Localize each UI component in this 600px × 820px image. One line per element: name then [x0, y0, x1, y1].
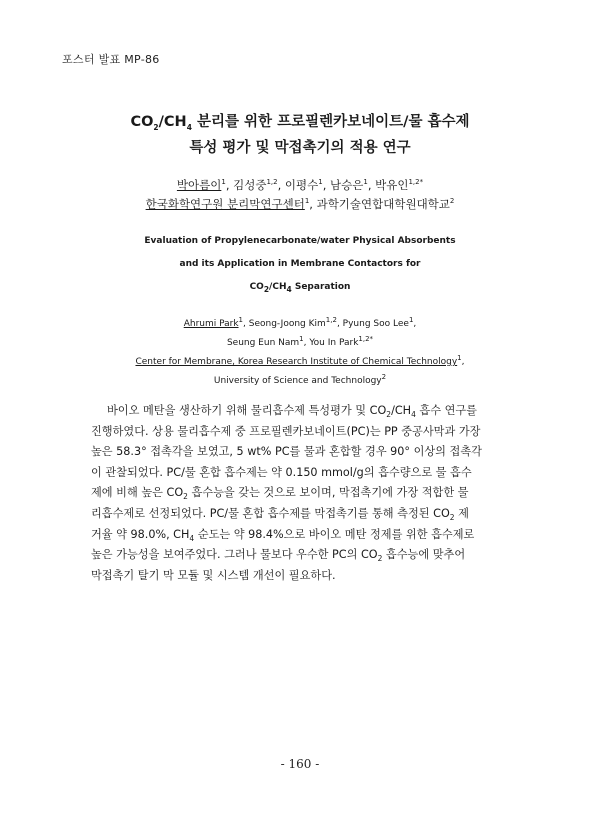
abstract-line: 높은 가능성을 보여주었다. 그러나 물보다 우수한 PC의 $CO_2$ 흡수능에 맞추어 [91, 548, 466, 564]
korean-authors [0, 176, 600, 214]
poster-session-label: 포스터 발표 MP-86 [62, 53, 160, 66]
abstract-line: 막접촉기 탈기 막 모듈 및 시스템 개선이 필요하다. [91, 568, 336, 582]
korean-title [0, 109, 600, 161]
english-affiliation-1: Center for Membrane, Korea Research Institute of Chemical Technology$^1$, [135, 354, 465, 367]
abstract-line: 거율 약 98.0%, $CH_4$ 순도는 약 98.4%으로 바이오 메탄 정제를 위한 흡수제로 [91, 527, 475, 543]
english-title-line-3: $CO_2/CH_4$ Separation [249, 282, 351, 294]
page-number: - 160 - [280, 757, 320, 771]
abstract-body [91, 401, 509, 586]
english-affiliation-2: University of Science and Technology$^2$ [213, 373, 387, 386]
korean-author-list: 박아름이$^1$, 김성중$^{1,2}$, 이평수$^1$, 남승은$^1$, 박유인$^{1,2*}$ [176, 178, 424, 192]
korean-affiliations: 한국화학연구원 분리막연구센터$^1$, 과학기술연합대학원대학교$^2$ [145, 197, 455, 211]
english-author-list-1: Ahrumi Park$^1$, Seong-Joong Kim$^{1,2}$, Pyung Soo Lee$^1$, [183, 316, 417, 329]
abstract-line: 이 관찰되었다. PC/물 혼합 흡수제는 약 0.150 mmol/g의 흡수량으로 물 흡수 [91, 465, 472, 479]
english-title-line-1: Evaluation of Propylenecarbonate/water Physical Absorbents [144, 236, 456, 246]
abstract-line: 리흡수제로 선정되었다. PC/물 혼합 흡수제를 막접촉기를 통해 측정된 $CO_2$ 제 [91, 506, 469, 523]
english-title-line-2: and its Application in Membrane Contactors for [179, 259, 421, 269]
abstract-line: 진행하였다. 상용 물리흡수제 중 프로필렌카보네이트(PC)는 PP 중공사막과 가장 [91, 424, 481, 438]
korean-title-line-1: $CO_2/CH_4$ 분리를 위한 프로필렌카보네이트/물 흡수제 [130, 114, 470, 132]
english-title [0, 230, 600, 299]
abstract-line: 높은 58.3° 접촉각을 보였고, 5 wt% PC를 물과 혼합할 경우 90° 이상의 접촉각 [91, 445, 482, 459]
english-author-list-2: Seung Eun Nam$^1$, You In Park$^{1,2*}$ [226, 335, 374, 348]
abstract-line: 제에 비해 높은 $CO_2$ 흡수능을 갖는 것으로 보이며, 막접촉기에 가장 적합한 물 [91, 486, 469, 502]
abstract-line: 바이오 메탄을 생산하기 위해 물리흡수제 특성평가 및 $CO_2/CH_4$ 흡수 연구를 [107, 404, 477, 420]
english-authors [0, 315, 600, 391]
korean-title-line-2: 특성 평가 및 막접촉기의 적용 연구 [189, 140, 411, 156]
